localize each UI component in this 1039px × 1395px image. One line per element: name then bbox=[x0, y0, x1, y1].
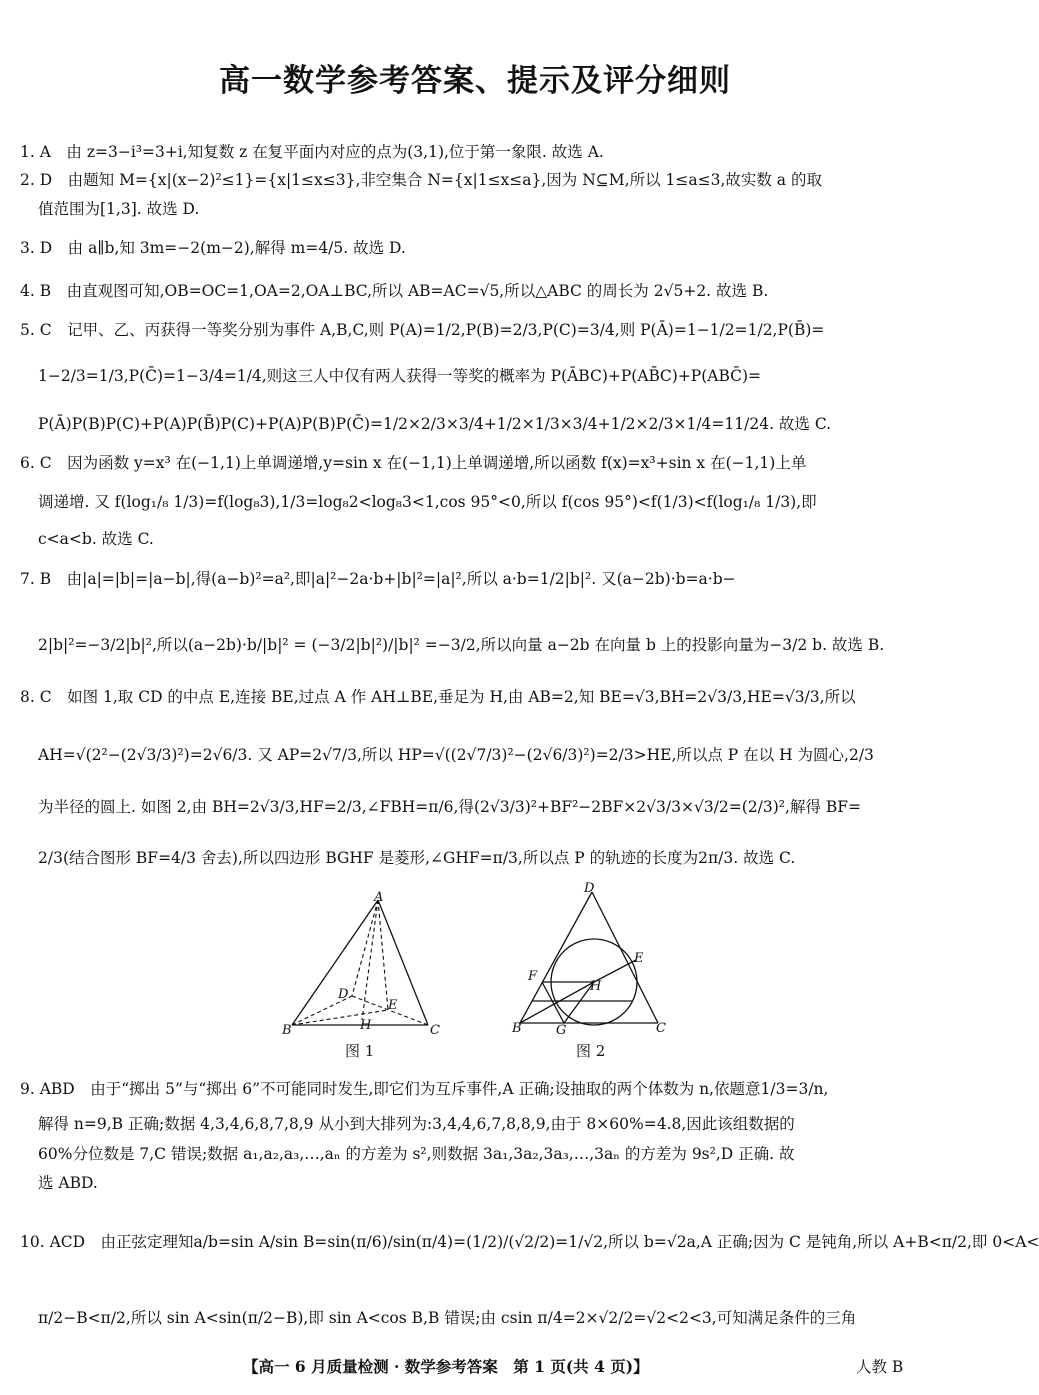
answer-line-q8b: AH=√(2²−(2√3/3)²)=2√6/3. 又 AP=2√7/3,所以 HP=√((2√7/3)²−(2√6/3)²)=2/3>HE,所以点 P 在以 H 为圆心,2/3 bbox=[38, 746, 874, 764]
answer-line-q9a: 9. ABD 由于“掷出 5”与“掷出 6”不可能同时发生,即它们为互斥事件,A 正确;设抽取的两个体数为 n,依题意1/3=3/n, bbox=[20, 1080, 829, 1098]
page-title: 高一数学参考答案、提示及评分细则 bbox=[219, 63, 731, 99]
label-C: C bbox=[656, 1021, 666, 1036]
figure-1-tetrahedron bbox=[280, 888, 450, 1038]
answer-line-q10a: 10. ACD 由正弦定理知a/b=sin A/sin B=sin(π/6)/sin(π/4)=(1/2)/(√2/2)=1/√2,所以 b=√2a,A 正确;因为 C 是钝角,所以 A+B<π/2,即 0<A< bbox=[20, 1233, 1039, 1251]
answer-line-q4: 4. B 由直观图可知,OB=OC=1,OA=2,OA⊥BC,所以 AB=AC=√5,所以△ABC 的周长为 2√5+2. 故选 B. bbox=[20, 282, 769, 300]
answer-line-q5a: 5. C 记甲、乙、丙获得一等奖分别为事件 A,B,C,则 P(A)=1/2,P(B)=2/3,P(C)=3/4,则 P(Ā)=1−1/2=1/2,P(B̄)= bbox=[20, 321, 825, 339]
label-H: H bbox=[590, 979, 602, 994]
figure-2-caption: 图 2 bbox=[576, 1042, 606, 1060]
answer-line-q8d: 2/3(结合图形 BF=4/3 舍去),所以四边形 BGHF 是菱形,∠GHF=π/3,所以点 P 的轨迹的长度为2π/3. 故选 C. bbox=[38, 849, 796, 867]
answer-line-q8a: 8. C 如图 1,取 CD 的中点 E,连接 BE,过点 A 作 AH⊥BE,垂足为 H,由 AB=2,知 BE=√3,BH=2√3/3,HE=√3/3,所以 bbox=[20, 688, 856, 706]
label-D: D bbox=[584, 881, 595, 896]
label-G: G bbox=[556, 1023, 567, 1038]
answer-line-q10b: π/2−B<π/2,所以 sin A<sin(π/2−B),即 sin A<cos B,B 错误;由 csin π/4=2×√2/2=√2<2<3,可知满足条件的三角 bbox=[38, 1309, 857, 1327]
answer-line-q8c: 为半径的圆上. 如图 2,由 BH=2√3/3,HF=2/3,∠FBH=π/6,得(2√3/3)²+BF²−2BF×2√3/3×√3/2=(2/3)²,解得 BF= bbox=[38, 798, 862, 816]
label-H: H bbox=[360, 1018, 372, 1033]
footer-page-info: 【高一 6 月质量检测 · 数学参考答案 第 1 页(共 4 页)】 bbox=[243, 1357, 649, 1376]
label-B: B bbox=[282, 1023, 292, 1038]
label-E: E bbox=[634, 951, 644, 966]
label-F: F bbox=[528, 969, 538, 984]
footer-edition: 人教 B bbox=[856, 1358, 904, 1376]
answer-line-q9c: 60%分位数是 7,C 错误;数据 a₁,a₂,a₃,…,aₙ 的方差为 s²,则数据 3a₁,3a₂,3a₃,…,3aₙ 的方差为 9s²,D 正确. 故 bbox=[38, 1145, 795, 1163]
answer-line-q6b: 调递增. 又 f(log₁/₈ 1/3)=f(log₈3),1/3=log₈2<log₈3<1,cos 95°<0,所以 f(cos 95°)<f(1/3)<f(log₁/₈ 1/3),即 bbox=[38, 493, 817, 511]
side-DC bbox=[592, 892, 658, 1023]
segment-AE bbox=[378, 900, 388, 1010]
answer-line-q2a: 2. D 由题知 M={x|(x−2)²≤1}={x|1≤x≤3},非空集合 N={x|1≤x≤a},因为 N⊆M,所以 1≤a≤3,故实数 a 的取 bbox=[20, 171, 822, 189]
label-B: B bbox=[512, 1021, 522, 1036]
figure-2-triangle-circle bbox=[508, 880, 673, 1040]
answer-line-q6c: c<a<b. 故选 C. bbox=[38, 530, 154, 548]
label-E: E bbox=[388, 998, 398, 1013]
answer-line-q6a: 6. C 因为函数 y=x³ 在(−1,1)上单调递增,y=sin x 在(−1,1)上单调递增,所以函数 f(x)=x³+sin x 在(−1,1)上单 bbox=[20, 454, 807, 472]
answer-line-q7a: 7. B 由|a|=|b|=|a−b|,得(a−b)²=a²,即|a|²−2a·b+|b|²=|a|²,所以 a·b=1/2|b|². 又(a−2b)·b=a·b− bbox=[20, 570, 736, 588]
answer-line-q9b: 解得 n=9,B 正确;数据 4,3,4,6,8,7,8,9 从小到大排列为:3,4,4,6,7,8,8,9,由于 8×60%=4.8,因此该组数据的 bbox=[38, 1115, 795, 1133]
answer-line-q1: 1. A 由 z=3−i³=3+i,知复数 z 在复平面内对应的点为(3,1),位于第一象限. 故选 A. bbox=[20, 143, 604, 161]
edge-AD bbox=[352, 900, 378, 996]
label-A: A bbox=[374, 890, 384, 905]
label-C: C bbox=[430, 1023, 440, 1038]
edge-AB bbox=[292, 900, 378, 1025]
edge-AC bbox=[378, 900, 428, 1025]
answer-line-q5c: P(Ā)P(B)P(C)+P(A)P(B̄)P(C)+P(A)P(B)P(C̄)=1/2×2/3×3/4+1/2×1/3×3/4+1/2×2/3×1/4=11/24. 故选 C. bbox=[38, 415, 832, 433]
answer-line-q5b: 1−2/3=1/3,P(C̄)=1−3/4=1/4,则这三人中仅有两人获得一等奖的概率为 P(ĀBC)+P(AB̄C)+P(ABC̄)= bbox=[38, 367, 762, 385]
answer-line-q7b: 2|b|²=−3/2|b|²,所以(a−2b)·b/|b|² = (−3/2|b|²)/|b|² =−3/2,所以向量 a−2b 在向量 b 上的投影向量为−3/2 b. 故选 B. bbox=[38, 636, 885, 654]
answer-line-q9d: 选 ABD. bbox=[38, 1174, 98, 1192]
answer-line-q2b: 值范围为[1,3]. 故选 D. bbox=[38, 200, 200, 218]
label-D: D bbox=[338, 987, 349, 1002]
segment-FG bbox=[542, 982, 564, 1023]
segment-AH bbox=[362, 900, 378, 1020]
answer-line-q3: 3. D 由 a∥b,知 3m=−2(m−2),解得 m=4/5. 故选 D. bbox=[20, 239, 406, 257]
figure-1-caption: 图 1 bbox=[345, 1042, 375, 1060]
